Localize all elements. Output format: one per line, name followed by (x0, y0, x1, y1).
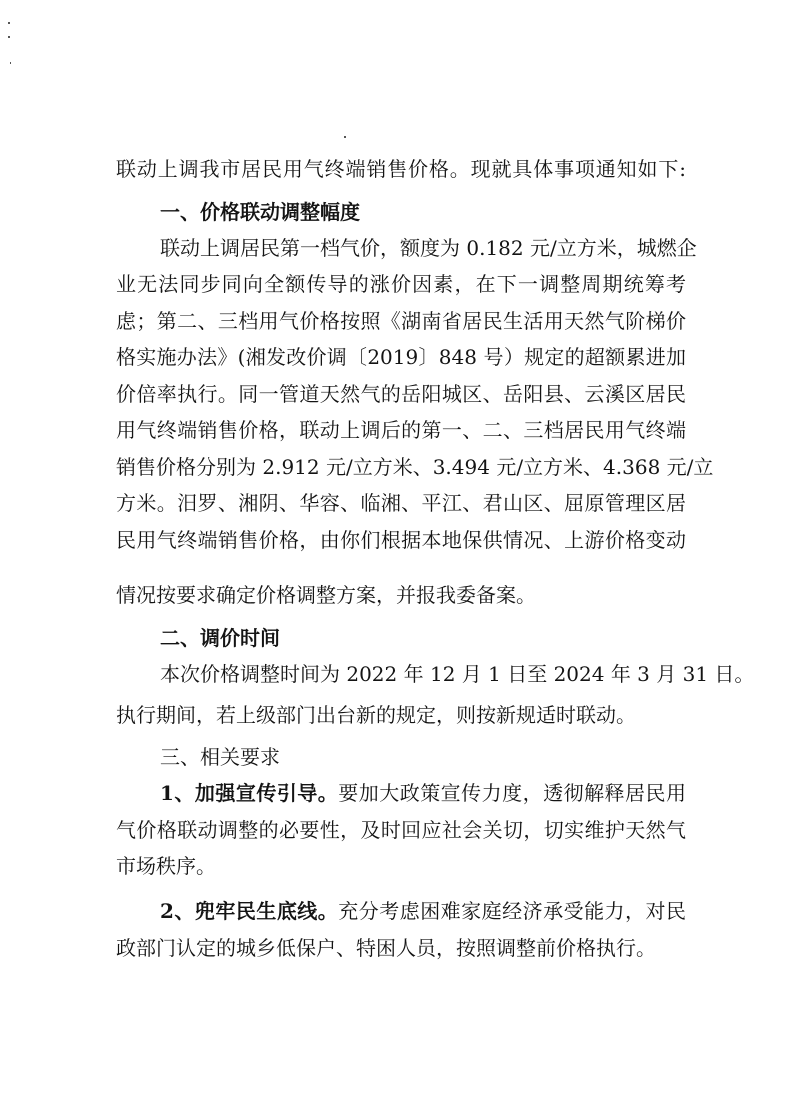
paragraph-line: 销售价格分别为 2.912 元/立方米、3.494 元/立方米、4.368 元/立 (116, 455, 714, 479)
item-lead: 1、加强宣传引导。 (160, 781, 339, 805)
item-text: 充分考虑困难家庭经济承受能力，对民 (338, 899, 686, 923)
paragraph-line (160, 899, 686, 925)
item-text: 要加大政策宣传力度，透彻解释居民用 (338, 781, 686, 805)
paragraph-line: 民用气终端销售价格，由你们根据本地保供情况、上游价格变动 (116, 528, 686, 552)
paragraph-line: 气价格联动调整的必要性，及时回应社会关切，切实维护天然气 (116, 818, 686, 842)
section-heading: 三、相关要求 (160, 745, 280, 769)
paragraph-line: 市场秩序。 (116, 854, 216, 878)
scan-speck (10, 62, 11, 64)
paragraph-line: 格实施办法》(湘发改价调〔2019〕848 号）规定的超额累进加 (116, 345, 686, 369)
section-heading: 二、调价时间 (160, 626, 280, 650)
section-heading: 一、价格联动调整幅度 (160, 200, 360, 224)
paragraph-line: 情况按要求确定价格调整方案，并报我委备案。 (116, 583, 536, 607)
paragraph-line: 政部门认定的城乡低保户、特困人员，按照调整前价格执行。 (116, 936, 656, 960)
paragraph-line: 联动上调居民第一档气价，额度为 0.182 元/立方米，城燃企 (160, 236, 697, 260)
paragraph-line: 本次价格调整时间为 2022 年 12 月 1 日至 2024 年 3 月 31 日。 (160, 662, 755, 686)
scan-speck (8, 22, 10, 24)
paragraph-line: 用气终端销售价格，联动上调后的第一、二、三档居民用气终端 (116, 418, 686, 442)
paragraph-line (160, 781, 686, 807)
paragraph-line: 方米。汨罗、湘阴、华容、临湘、平江、君山区、屈原管理区居 (116, 491, 686, 515)
body-line: 联动上调我市居民用气终端销售价格。现就具体事项通知如下: (116, 157, 686, 181)
paragraph-line: 执行期间，若上级部门出台新的规定，则按新规适时联动。 (116, 703, 636, 727)
item-lead: 2、兜牢民生底线。 (160, 899, 339, 923)
scan-speck (344, 136, 346, 138)
paragraph-line: 虑；第二、三档用气价格按照《湖南省居民生活用天然气阶梯价 (116, 309, 686, 333)
scan-speck (8, 36, 10, 38)
paragraph-line: 业无法同步同向全额传导的涨价因素，在下一调整周期统筹考 (116, 272, 686, 296)
paragraph-line: 价倍率执行。同一管道天然气的岳阳城区、岳阳县、云溪区居民 (116, 382, 686, 406)
